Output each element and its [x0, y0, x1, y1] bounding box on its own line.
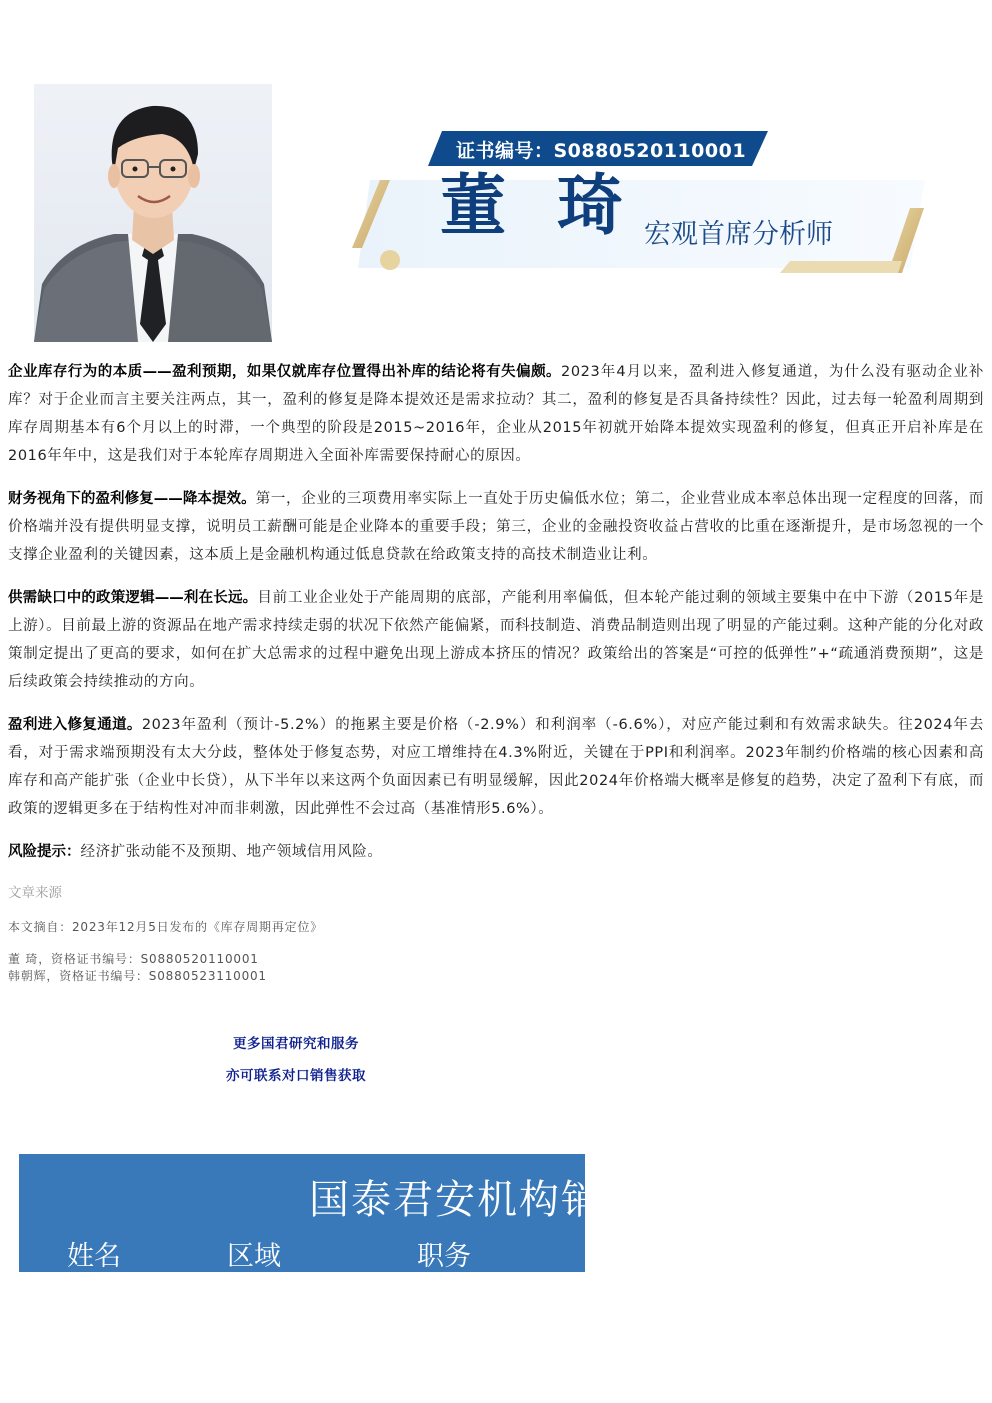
paragraph	[8, 584, 984, 696]
author-line: 韩朝辉，资格证书编号：S0880523110001	[8, 969, 267, 983]
analyst-photo	[34, 84, 272, 342]
paragraph	[8, 485, 984, 569]
author-line: 董 琦，资格证书编号：S0880520110001	[8, 952, 259, 966]
contact-banner-title: 国泰君安机构销售	[309, 1177, 645, 1223]
column-header-position: 职务	[417, 1241, 471, 1272]
analyst-title: 宏观首席分析师	[644, 219, 833, 250]
risk-warning	[8, 838, 984, 866]
paragraph-text: 经济扩张动能不及预期、地产领域信用风险。	[80, 844, 383, 860]
paragraph-lead: 风险提示：	[8, 844, 81, 860]
paragraph-text: 2023年4月以来，盈利进入修复通道，为什么没有驱动企业补库？对于企业而言主要关注两点，其一，盈利的修复是降本提效还是需求拉动？其二，盈利的修复是否具备持续性？因此，过去每一轮盈利周期到库存周期基本有6个月以上的时滞，一个典型的阶段是2015~2016年，企业从2015年初就开始降本提效实现盈利的修复，但真正开启补库是在2016年年中，这是我们对于本轮库存周期进入全面补库需要保持耐心的原因。	[8, 364, 985, 464]
paragraph-text: 目前工业企业处于产能周期的底部，产能利用率偏低，但本轮产能过剩的领域主要集中在中下游（2015年是上游）。目前最上游的资源品在地产需求持续走弱的状况下依然产能偏紧，而科技制造、消费品制造则出现了明显的产能过剩。这种产能的分化对政策制定提出了更高的要求，如何在扩大总需求的过程中避免出现上游成本挤压的情况？政策给出的答案是“可控的低弹性”+“疏通消费预期”，这是后续政策会持续推动的方向。	[8, 590, 985, 690]
paragraph-lead: 供需缺口中的政策逻辑——利在长远。	[8, 590, 258, 606]
analyst-portrait-icon	[34, 84, 272, 342]
paragraph-text: 2023年盈利（预计-5.2%）的拖累主要是价格（-2.9%）和利润率（-6.6%），对应产能过剩和有效需求缺失。往2024年去看，对于需求端预期没有太大分歧，整体处于修复态势，对应工增维持在4.3%附近，关键在于PPI和利润率。2023年制约价格端的核心因素和高库存和高产能扩张（企业中长贷），从下半年以来这两个负面因素已有明显缓解，因此2024年价格端大概率是修复的趋势，决定了盈利下有底，而政策的逻辑更多在于结构性对冲而非刺激，因此弹性不会过高（基准情形5.6%）。	[8, 717, 984, 817]
profile-header	[0, 0, 992, 345]
paragraph	[8, 711, 984, 823]
paragraph-lead: 盈利进入修复通道。	[8, 717, 142, 733]
article-body	[8, 358, 984, 985]
paragraph	[8, 358, 984, 470]
analyst-name: 董 琦	[440, 166, 637, 244]
column-header-name: 姓名	[67, 1241, 121, 1272]
source-excerpt: 本文摘自：2023年12月5日发布的《库存周期再定位》	[8, 920, 324, 934]
paragraph-text: 第一，企业的三项费用率实际上一直处于历史偏低水位；第二，企业营业成本率总体出现一定程度的回落，而价格端并没有提供明显支撑，说明员工薪酬可能是企业降本的重要手段；第三，企业的金融投资收益占营收的比重在逐渐提升，是市场忽视的一个支撑企业盈利的关键因素，这本质上是金融机构通过低息贷款在给政策支持的高技术制造业让利。	[8, 491, 985, 563]
paragraph-lead: 企业库存行为的本质——盈利预期，如果仅就库存位置得出补库的结论将有失偏颇。	[8, 364, 562, 380]
cta-more-research[interactable]: 更多国君研究和服务	[233, 1036, 359, 1052]
sales-contact-banner	[19, 1154, 645, 1272]
certificate-number: 证书编号：S0880520110001	[456, 140, 747, 162]
column-header-region: 区域	[227, 1241, 281, 1272]
cta-contact-sales[interactable]: 亦可联系对口销售获取	[226, 1068, 366, 1084]
paragraph-lead: 财务视角下的盈利修复——降本提效。	[8, 491, 256, 507]
source-heading: 文章来源	[8, 885, 62, 901]
